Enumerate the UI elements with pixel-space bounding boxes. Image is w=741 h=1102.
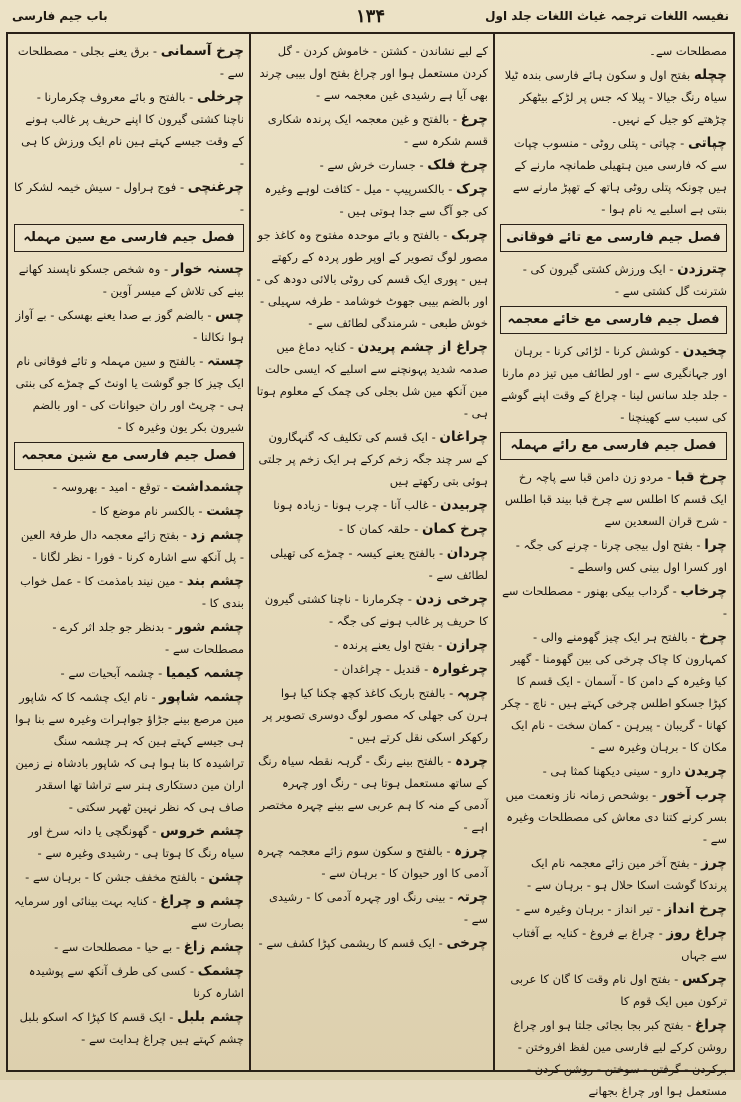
headword: چرغ <box>460 111 488 127</box>
section-heading: فصل جیم فارسی مع رائے مہملہ <box>500 432 727 460</box>
definition: - چراغ بے فروغ - کنایہ بے آفتاب سے جہاں <box>512 926 727 962</box>
dictionary-entry <box>14 86 244 174</box>
headword: چراغ از چشم پریدن <box>357 339 488 355</box>
headword: چرازن <box>445 637 488 653</box>
section-heading: فصل جیم فارسی مع شین معجمہ <box>14 442 244 470</box>
headword: چرپہ <box>456 685 488 701</box>
dictionary-entry <box>14 40 244 84</box>
entry-group <box>14 258 244 438</box>
definition: - چپاتی - پتلی روٹی - منسوب چپات سے کہ فارسی مین ہتھیلی طمانچہ مارنے کے ہیں چونکہ پتلی روٹی ہاتھ کے تھپڑ مارنے سے بنتی ہے اسلیے یہ نام ہوا - <box>512 136 727 216</box>
dictionary-entry <box>256 750 488 838</box>
column-middle <box>250 34 494 1070</box>
dictionary-entry <box>14 476 244 498</box>
entry-group <box>500 466 727 1102</box>
definition: - بالفتح ہر ایک چیز گھومنے والی - کمہارون کا چاک چرخی کی بین گھومنا - گھیر کیا وغیرہ کے دامن کا - آسمان - ایک قسم کا کپڑا جسکو اطلس چرخی کہتے ہیں - ناچ - چکر کھانا - گریبان - پیرہن - کمان سخت - نام ایک مکان کا - برہان وغیرہ سے - <box>501 630 727 754</box>
headword: چرخ <box>699 629 727 645</box>
headword: چشن <box>208 869 244 885</box>
dictionary-entry <box>500 852 727 896</box>
definition: - بالکسر نام موضع کا - <box>92 504 203 518</box>
definition: - کنایہ بہت بینائی اور سرمایہ بصارت سے <box>14 894 244 930</box>
dictionary-entry <box>500 534 727 578</box>
headword: چرتہ <box>456 889 488 905</box>
definition: - قندیل - چراغدان - <box>333 662 429 676</box>
dictionary-entry <box>500 132 727 220</box>
definition: - ایک قسم کا کپڑا کہ اسکو بلبل چشم کہتے ہیں چراغ ہدایت سے - <box>19 1010 244 1046</box>
dictionary-entry <box>500 340 727 428</box>
dictionary-entry <box>14 258 244 302</box>
headword: چشم بلبل <box>177 1009 244 1025</box>
entry-group <box>500 64 727 220</box>
dictionary-entry <box>14 350 244 438</box>
column-right <box>494 34 733 1098</box>
dictionary-entry <box>500 64 727 130</box>
headword: چرزہ <box>454 843 488 859</box>
definition: - کنایہ دماغ میں صدمہ شدید پہونچنے سے اسلیے کہ ایسی حالت مین آنکھ مین شل بجلی کی چمک کے معلوم ہوتا ہی - <box>256 340 488 420</box>
dictionary-entry <box>256 588 488 632</box>
headword: چس <box>215 307 244 323</box>
dictionary-entry <box>256 682 488 748</box>
dictionary-entry <box>14 820 244 864</box>
dictionary-entry <box>256 658 488 680</box>
dictionary-entry <box>500 466 727 532</box>
definition: - وہ شخص جسکو ناپسند کھانے بینے کی تلاش کے میسر آوین - <box>18 262 244 298</box>
entry-group <box>14 40 244 220</box>
dictionary-entry <box>256 886 488 930</box>
headword: چرا <box>704 537 727 553</box>
definition: - بے حیا - مصطلحات سے - <box>54 940 180 954</box>
dictionary-entry <box>256 426 488 492</box>
dictionary-entry <box>500 922 727 966</box>
dictionary-entry <box>14 616 244 660</box>
headword: چسنہ خوار <box>171 261 244 277</box>
dictionary-entry <box>256 40 488 106</box>
dictionary-entry <box>14 176 244 220</box>
headword: چرکس <box>681 971 727 987</box>
dictionary-entry <box>14 570 244 614</box>
definition: - ایک قسم کا ریشمی کپڑا کشف سے - <box>258 936 443 950</box>
headword: چراغ روز <box>666 925 727 941</box>
section-heading: فصل جیم فارسی مع سین مہملہ <box>14 224 244 252</box>
definition: - بدنظر جو جلد اثر کرے - مصطلحات سے - <box>52 620 244 656</box>
definition: بفتح اول و سکون ہائے فارسی بندہ ٹیلا سیاہ رنگ جیالا - پیلا کہ جس پر لڑکے بیٹھکر چڑھتے کو جیل کے نہیں۔ <box>504 68 727 126</box>
dictionary-entry <box>256 108 488 152</box>
headword: چشم بند <box>186 573 244 589</box>
headword: چرخاب <box>680 583 727 599</box>
section-heading: فصل جیم فارسی مع تائے فوقانی <box>500 224 727 252</box>
definition: - بالفتح باریک کاغذ کچھ چکنا کیا ہوا ہرن کی جھلی کہ مصور لوگ دوسری تصویر پر رکھکر اسکی نقل کرتے ہیں - <box>262 686 488 744</box>
headword: چرب آخور <box>660 787 727 803</box>
headword: چشم خروس <box>160 823 244 839</box>
headword: چرخ آسمانی <box>160 43 244 59</box>
headword: چشم زد <box>190 527 244 543</box>
dictionary-entry <box>256 518 488 540</box>
dictionary-entry <box>14 524 244 568</box>
definition: - کوشش کرنا - لڑائی کرنا - برہان اور جہانگیری سے - اور لطائف میں تیز دم مارنا - جلد جلد سانس لینا - چراغ کے وقت اپنے گوشے کی سبب سے کھینچنا - <box>500 344 727 424</box>
dictionary-entry <box>256 634 488 656</box>
definition: - جسارت خرش سے - <box>319 158 424 172</box>
page-number: ۱۳۴ <box>355 6 386 27</box>
headword: چرخی زدن <box>415 591 488 607</box>
definition: - بالفتح و بائے موحدہ مفتوح وہ کاغذ جو مصور لوگ تصویر کے اوپر طور پردہ کے رکھتے ہیں - پوری ایک قسم کی روٹی بالائی دودھ کی - اور بالضم بیبی جھوٹ خوشامد - طرفہ سہیلی - خوش طبعی - شرمندگی لطائف سے - <box>256 228 488 330</box>
definition: - ایک ورزش کشتی گیرون کی - شترنت گل کشتی سے - <box>522 262 727 298</box>
entry-group <box>256 40 488 954</box>
headword: چردان <box>446 545 488 561</box>
dictionary-entry <box>500 784 727 850</box>
page-header <box>8 6 733 32</box>
definition: - گرداب بیکی بھنور - مصطلحات سے - <box>502 584 727 620</box>
definition: - حلقہ کمان کا - <box>338 522 419 536</box>
dictionary-entry <box>256 840 488 884</box>
definition: - مردو زن دامن قبا سے پاچہ رخ ایک قسم کا اطلس سے چرخ قبا بیند قبا اطلس - شرح قران السعدین سے <box>505 470 727 528</box>
dictionary-entry <box>256 932 488 954</box>
headword: چشمداشت <box>171 479 244 495</box>
definition: - بالکسرپیپ - میل - کثافت لوہے وغیرہ کی جو آگ سے جدا ہوتی ہیں - <box>264 182 488 218</box>
dictionary-entry <box>14 960 244 1004</box>
headword: چشمہ شاپور <box>159 689 244 705</box>
headword: چپاتی <box>687 135 727 151</box>
headword: چشم زاغ <box>183 939 244 955</box>
dictionary-entry <box>256 224 488 334</box>
headword: چرخ کمان <box>421 521 488 537</box>
headword: چرخ انداز <box>664 901 727 917</box>
headword: چرغنچی <box>187 179 244 195</box>
dictionary-entry <box>256 542 488 586</box>
dictionary-entry <box>256 494 488 516</box>
dictionary-entry <box>500 626 727 758</box>
definition: - بالفتح بینے رنگ - گرہہ نقطہ سیاہ رنگ کے ساتھ مستعمل ہوتا ہی - رنگ اور چہرہ آدمی کے منہ کا ہم عربی سے بینے چہرہ مختصر اہے - <box>258 754 488 834</box>
headword: چخیدن <box>682 343 727 359</box>
headword: چشت <box>206 503 244 519</box>
definition: - بالفتح و سکون سوم زائے معجمہ چہرہ آدمی کا اور حیوان کا - برہان سے - <box>257 844 488 880</box>
definition: - بالفتح یعنے کیسہ - چمڑے کی تھیلی لطائف سے - <box>270 546 488 582</box>
dictionary-entry <box>14 1006 244 1050</box>
headword: چرخلی <box>196 89 244 105</box>
definition: - بالضم گوز بے صدا یعنے بھسکی - بے آواز ہوا نکالنا - <box>15 308 244 344</box>
definition: - بفتح اول یعنے پرندہ - <box>334 638 443 652</box>
dictionary-entry <box>256 154 488 176</box>
definition: - بفتح زائے معجمہ دال طرفۃ العین - پل آنکھ سے اشارہ کرنا - فورا - نظر لگانا - <box>20 528 244 564</box>
dictionary-entry <box>500 258 727 302</box>
dictionary-entry <box>500 968 727 1012</box>
definition: - بفتح آخر مین زائے معجمہ نام ایک پرندکا گوشت اسکا حلال ہو - برہان سے - <box>527 856 727 892</box>
headword: چترزدن <box>677 261 727 277</box>
headword: چچله <box>693 67 727 83</box>
headword: چرخی <box>446 935 488 951</box>
definition: - بالفتح و غین معجمہ ایک پرندہ شکاری قسم شکرہ سے - <box>267 112 488 148</box>
headword: چردہ <box>455 753 488 769</box>
definition: - برق یعنے بجلی - مصطلحات سے - <box>17 44 244 80</box>
definition: کے لیے نشاندن - کشتن - خاموش کردن - گل کردن مستعمل ہوا اور چراغ بفتح اول بیبی چرند بھی آیا ہے رشیدی غین معجمہ سے - <box>259 44 488 102</box>
definition: - بفتح کبر بجا بجائی جلتا ہو اور چراغ روشن کرکے لیے فارسی مین لفظ افروختن - برکردن - گرفتن - سوختن - روشن کردن - مستعمل ہوا اور چراغ بجھانے <box>513 1018 727 1098</box>
headword: چرک <box>456 181 488 197</box>
headword: چراغان <box>439 429 488 445</box>
headword: چشم و چراغ <box>160 893 244 909</box>
headword: چریدن <box>684 763 727 779</box>
headword: چشمہ کیمیا <box>165 665 244 681</box>
dictionary-entry <box>14 500 244 522</box>
definition: دارو - سینی دیکھنا کمثا ہی - <box>542 764 681 778</box>
definition: - چشمہ آبحیات سے - <box>60 666 163 680</box>
dictionary-entry <box>500 760 727 782</box>
dictionary-entry <box>14 866 244 888</box>
dictionary-entry <box>256 336 488 424</box>
definition: - مین نیند بامذمت کا - عمل خواب بندی کا - <box>20 574 244 610</box>
dictionary-entry <box>256 178 488 222</box>
definition: - بفتح اول نام وقت کا گان کا عربی ترکون میں ایک قوم کا <box>510 972 727 1008</box>
entry-group <box>500 258 727 302</box>
headword: چشم شور <box>175 619 244 635</box>
headword: چرخ قبا <box>675 469 727 485</box>
definition: - نام ایک چشمہ کا کہ شاپور مین مرصع بینے جڑاؤ جواہرات وغیرہ سے بنا ہوا ہی جیسے کہتے ہین کہ ہر چشمہ سنگ تراشیدہ کا بنا ہوا ہی کہ شاپور بادشاہ نے زمین اران مین دستکاری ہنر سے تراشا تھا اسقدر صاف ہی کہ نظر نہین ٹھہر سکتی - <box>15 690 244 814</box>
dictionary-entry <box>14 304 244 348</box>
headword: چشمک <box>197 963 244 979</box>
headword: چرغوارہ <box>431 661 488 677</box>
dictionary-entry <box>14 936 244 958</box>
headword: چراغ <box>695 1017 727 1033</box>
definition: - بالفتح و سین مہملہ و تائے فوقانی نام ایک چیز کا جو گوشت یا اونٹ کے چمڑے کی بنتی ہی - چرپٹ اور ران حیوانات کی - اور بالضم شیرون بکر یون وغیرہ کا - <box>15 354 244 434</box>
definition: - بالفتح مخفف جشن کا - برہان سے - <box>25 870 205 884</box>
definition: - بینی رنگ اور چہرہ آدمی کا - رشیدی سے - <box>268 890 488 926</box>
dictionary-entry <box>500 898 727 920</box>
definition: - فوج ہراول - سیش خیمہ لشکر کا - <box>13 180 244 216</box>
chapter-title: باب جیم فارسی <box>12 9 108 23</box>
definition: - توقع - امید - بھروسہ - <box>52 480 168 494</box>
entry-group <box>500 340 727 428</box>
dictionary-entry <box>14 686 244 818</box>
definition: - تیر انداز - برہان وغیرہ سے - <box>515 902 661 916</box>
definition: - گھونگچی یا دانہ سرخ اور سیاہ رنگ کا ہوتا ہی - رشیدی وغیرہ سے - <box>28 824 244 860</box>
headword: چربیدن <box>439 497 488 513</box>
dictionary-entry <box>500 580 727 624</box>
headword: چرخ فلک <box>427 157 488 173</box>
definition: - چکرمارنا - ناچنا کشتی گیرون کا حریف پر غالب ہونے کی جگہ - <box>264 592 488 628</box>
definition: - بفتح اول بیجی چرنا - چرنے کی جگہ - اور کسرا اول بینی کس واسطے - <box>515 538 727 574</box>
definition: - کسی کی طرف آنکھ سے پوشیدہ اشارہ کرنا <box>28 964 244 1000</box>
dictionary-entry <box>500 1014 727 1102</box>
section-heading: فصل جیم فارسی مع خائے معجمہ <box>500 306 727 334</box>
definition: - بالفتح و بائے معروف چکرمارنا - ناچنا کشتی گیرون کا اپنے حریف پر غالب ہونے کے وقت جیسے کہتے ہین نام ایک ورزش کا ہی - <box>21 90 244 170</box>
headword: چربک <box>450 227 488 243</box>
definition: - بوشحص زمانہ ناز ونعمت میں بسر کرنے کتنا دی معاش کی مصطلحات وغیرہ سے - <box>505 788 727 846</box>
headword: چرز <box>701 855 727 871</box>
column-left <box>8 34 250 1070</box>
entry-group <box>14 476 244 1050</box>
definition: - غالب آنا - چرب ہونا - زیادہ ہونا <box>273 498 437 512</box>
running-title: نفیسہ اللغات ترجمہ غیاث اللغات جلد اول <box>485 9 729 23</box>
definition: - ایک قسم کی تکلیف کہ گنہگارون کے سر چند جگہ زخم کرکے ہر ایک زخم پر جلتی ہوئی بتی رکھتے ہیں <box>258 430 488 488</box>
headword: چستہ <box>207 353 244 369</box>
dictionary-entry <box>14 662 244 684</box>
dictionary-entry <box>14 890 244 934</box>
column-intro: مصطلحات سے۔ <box>649 44 727 58</box>
